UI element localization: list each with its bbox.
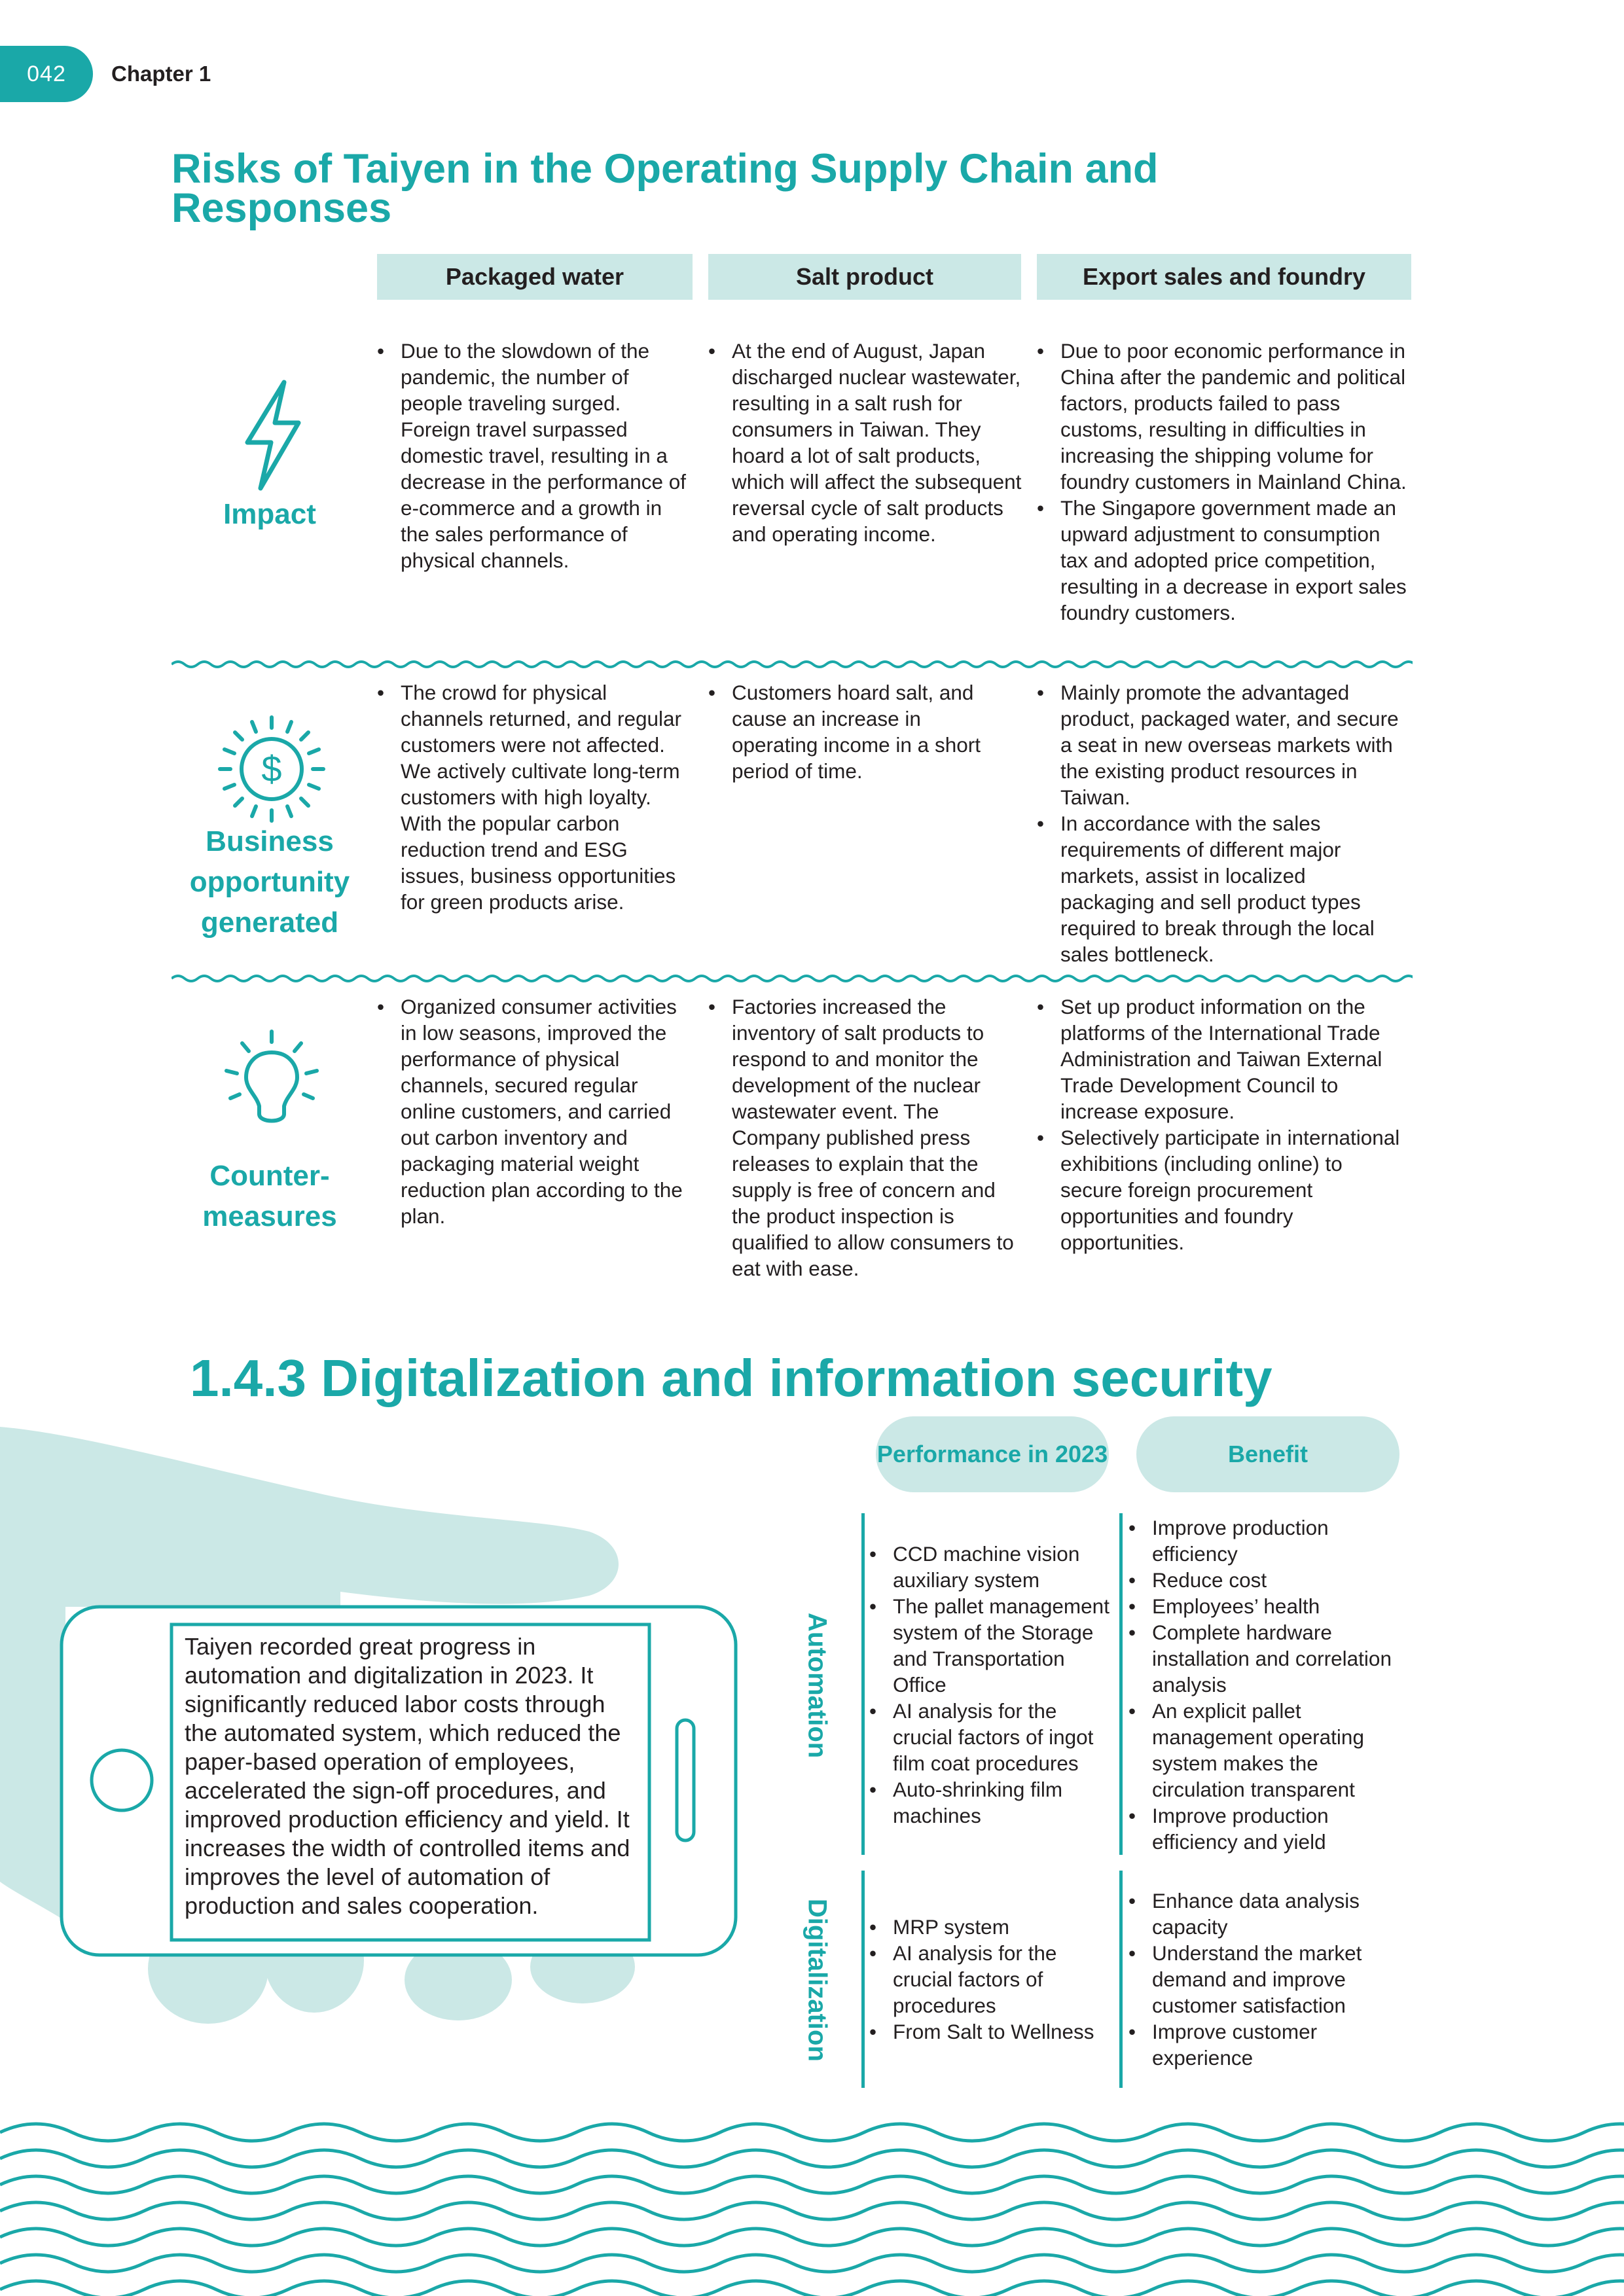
row-label-digitalization: Digitalization [803,1898,832,2062]
row-divider [861,1871,865,2088]
list-item: • Due to poor economic performance in China after the pandemic and political factors, products failed to pass customs, resulting in difficulties in increasing the shipping volume for foundry customers in Mainland China. [1037,338,1411,495]
risks-title: Risks of Taiyen in the Operating Supply Chain and Responses [171,146,1159,231]
list-item: • Employees’ health [1128,1593,1411,1619]
opportunity-salt-product-list [708,679,1009,784]
list-item: • Organized consumer activities in low seasons, improved the performance of physical channels, secured regular online customers, and carried out carbon inventory and packaging material weight reduction plan according to the plan. [377,994,694,1229]
list-item: • Improve production efficiency and yield [1128,1803,1411,1855]
list-item: • Complete hardware installation and correlation analysis [1128,1619,1411,1698]
impact-export-sales-list [1037,338,1411,626]
list-item: • Selectively participate in international exhibitions (including online) to secure foreign procurement opportunities and foundry opportunities. [1037,1124,1403,1255]
list-item: • An explicit pallet management operating system makes the circulation transparent [1128,1698,1411,1803]
opportunity-packaged-water-list [377,679,691,915]
list-item: • The crowd for physical channels returned, and regular customers were not affected. We actively cultivate long-term customers with high loyalty. With the popular carbon reduction trend and ESG issues, business opportunities for green products arise. [377,679,691,915]
decorative-wave-line [0,2255,1624,2272]
chapter-label: Chapter 1 [111,62,211,86]
lightning-icon [233,380,312,491]
column-header-export-sales: Export sales and foundry [1037,254,1411,300]
automation-benefit-list [1128,1515,1411,1855]
list-item: • CCD machine vision auxiliary system [869,1541,1111,1593]
wavy-divider [171,971,1413,986]
decorative-wave-line [0,2229,1624,2246]
decorative-waves [0,2113,1624,2296]
list-item: • Customers hoard salt, and cause an increase in operating income in a short period of time. [708,679,1009,784]
list-item: • AI analysis for the crucial factors of ingot film coat procedures [869,1698,1111,1776]
lightbulb-icon [223,1028,321,1132]
list-item: • From Salt to Wellness [869,2018,1111,2045]
page-number: 042 [27,61,66,86]
list-item: • Understand the market demand and improve customer satisfaction [1128,1940,1411,2018]
list-item: • The pallet management system of the Storage and Transportation Office [869,1593,1111,1698]
countermeasure-export-sales-list [1037,994,1403,1255]
impact-packaged-water-list [377,338,691,573]
row-divider [1119,1513,1123,1855]
list-item: • Set up product information on the platforms of the International Trade Administration and Taiwan External Trade Development Council to increase exposure. [1037,994,1403,1124]
row-divider [861,1513,865,1855]
row-label-countermeasures: Counter-measures [202,1160,337,1232]
wavy-divider [171,657,1413,672]
list-item: • Improve customer experience [1128,2018,1411,2071]
decorative-wave-line [0,2176,1624,2193]
row-divider [1119,1871,1123,2088]
countermeasure-packaged-water-list [377,994,694,1229]
list-item: • The Singapore government made an upward adjustment to consumption tax and adopted price competition, resulting in a decrease in export sales foundry customers. [1037,495,1411,626]
list-item: • Due to the slowdown of the pandemic, the number of people traveling surged. Foreign travel surpassed domestic travel, resulting in a decrease in the performance of e-commerce and a growth in the sales performance of physical channels. [377,338,691,573]
column-header-salt-product: Salt product [708,254,1021,300]
column-header-packaged-water: Packaged water [377,254,693,300]
decorative-wave-line [0,2150,1624,2167]
decorative-wave-line [0,2281,1624,2296]
countermeasure-salt-product-list [708,994,1016,1282]
row-label-impact: Impact [223,498,316,530]
decorative-wave-line [0,2202,1624,2219]
list-item: • Enhance data analysis capacity [1128,1888,1411,1940]
page-number-tab [0,46,93,102]
header-benefit: Benefit [1136,1416,1399,1492]
automation-performance-list [869,1541,1111,1829]
row-label-automation: Automation [803,1612,832,1759]
svg-text:$: $ [261,748,282,789]
list-item: • Improve production efficiency [1128,1515,1411,1567]
digitalization-title: 1.4.3 Digitalization and information security [190,1349,1272,1407]
list-item: • In accordance with the sales requirements of different major markets, assist in localized packaging and sell product types required to break through the local sales bottleneck. [1037,810,1403,967]
row-label-business-opportunity: Business opportunity generated [189,825,350,939]
header-performance-2023: Performance in 2023 [876,1416,1109,1492]
opportunity-export-sales-list [1037,679,1403,967]
list-item: • At the end of August, Japan discharged nuclear wastewater, resulting in a salt rush for consumers in Taiwan. They hoard a lot of salt products, which will affect the subsequent reversal cycle of salt products and operating income. [708,338,1024,547]
list-item: • Mainly promote the advantaged product, packaged water, and secure a seat in new overseas markets with the existing product resources in Taiwan. [1037,679,1403,810]
digitalization-benefit-list [1128,1888,1411,2071]
decorative-wave-line [0,2124,1624,2141]
dollar-icon [216,713,327,825]
list-item: • MRP system [869,1914,1111,1940]
list-item: • Factories increased the inventory of salt products to respond to and monitor the development of the nuclear wastewater event. The Company published press releases to explain that the supply is free of concern and the product inspection is qualified to allow consumers to eat with ease. [708,994,1016,1282]
impact-salt-product-list [708,338,1024,547]
list-item: • AI analysis for the crucial factors of procedures [869,1940,1111,2018]
list-item: • Auto-shrinking film machines [869,1776,1111,1829]
digitalization-performance-list [869,1914,1111,2045]
list-item: • Reduce cost [1128,1567,1411,1593]
digitalization-intro-text: Taiyen recorded great progress in automation and digitalization in 2023. It significantly reduced labor costs through the automated system, which reduced the paper-based operation of employees, accelerated the sign-off procedures, and improved production efficiency and yield. It increases the width of controlled items and improves the level of automation of production and sales cooperation. [185,1633,630,1919]
